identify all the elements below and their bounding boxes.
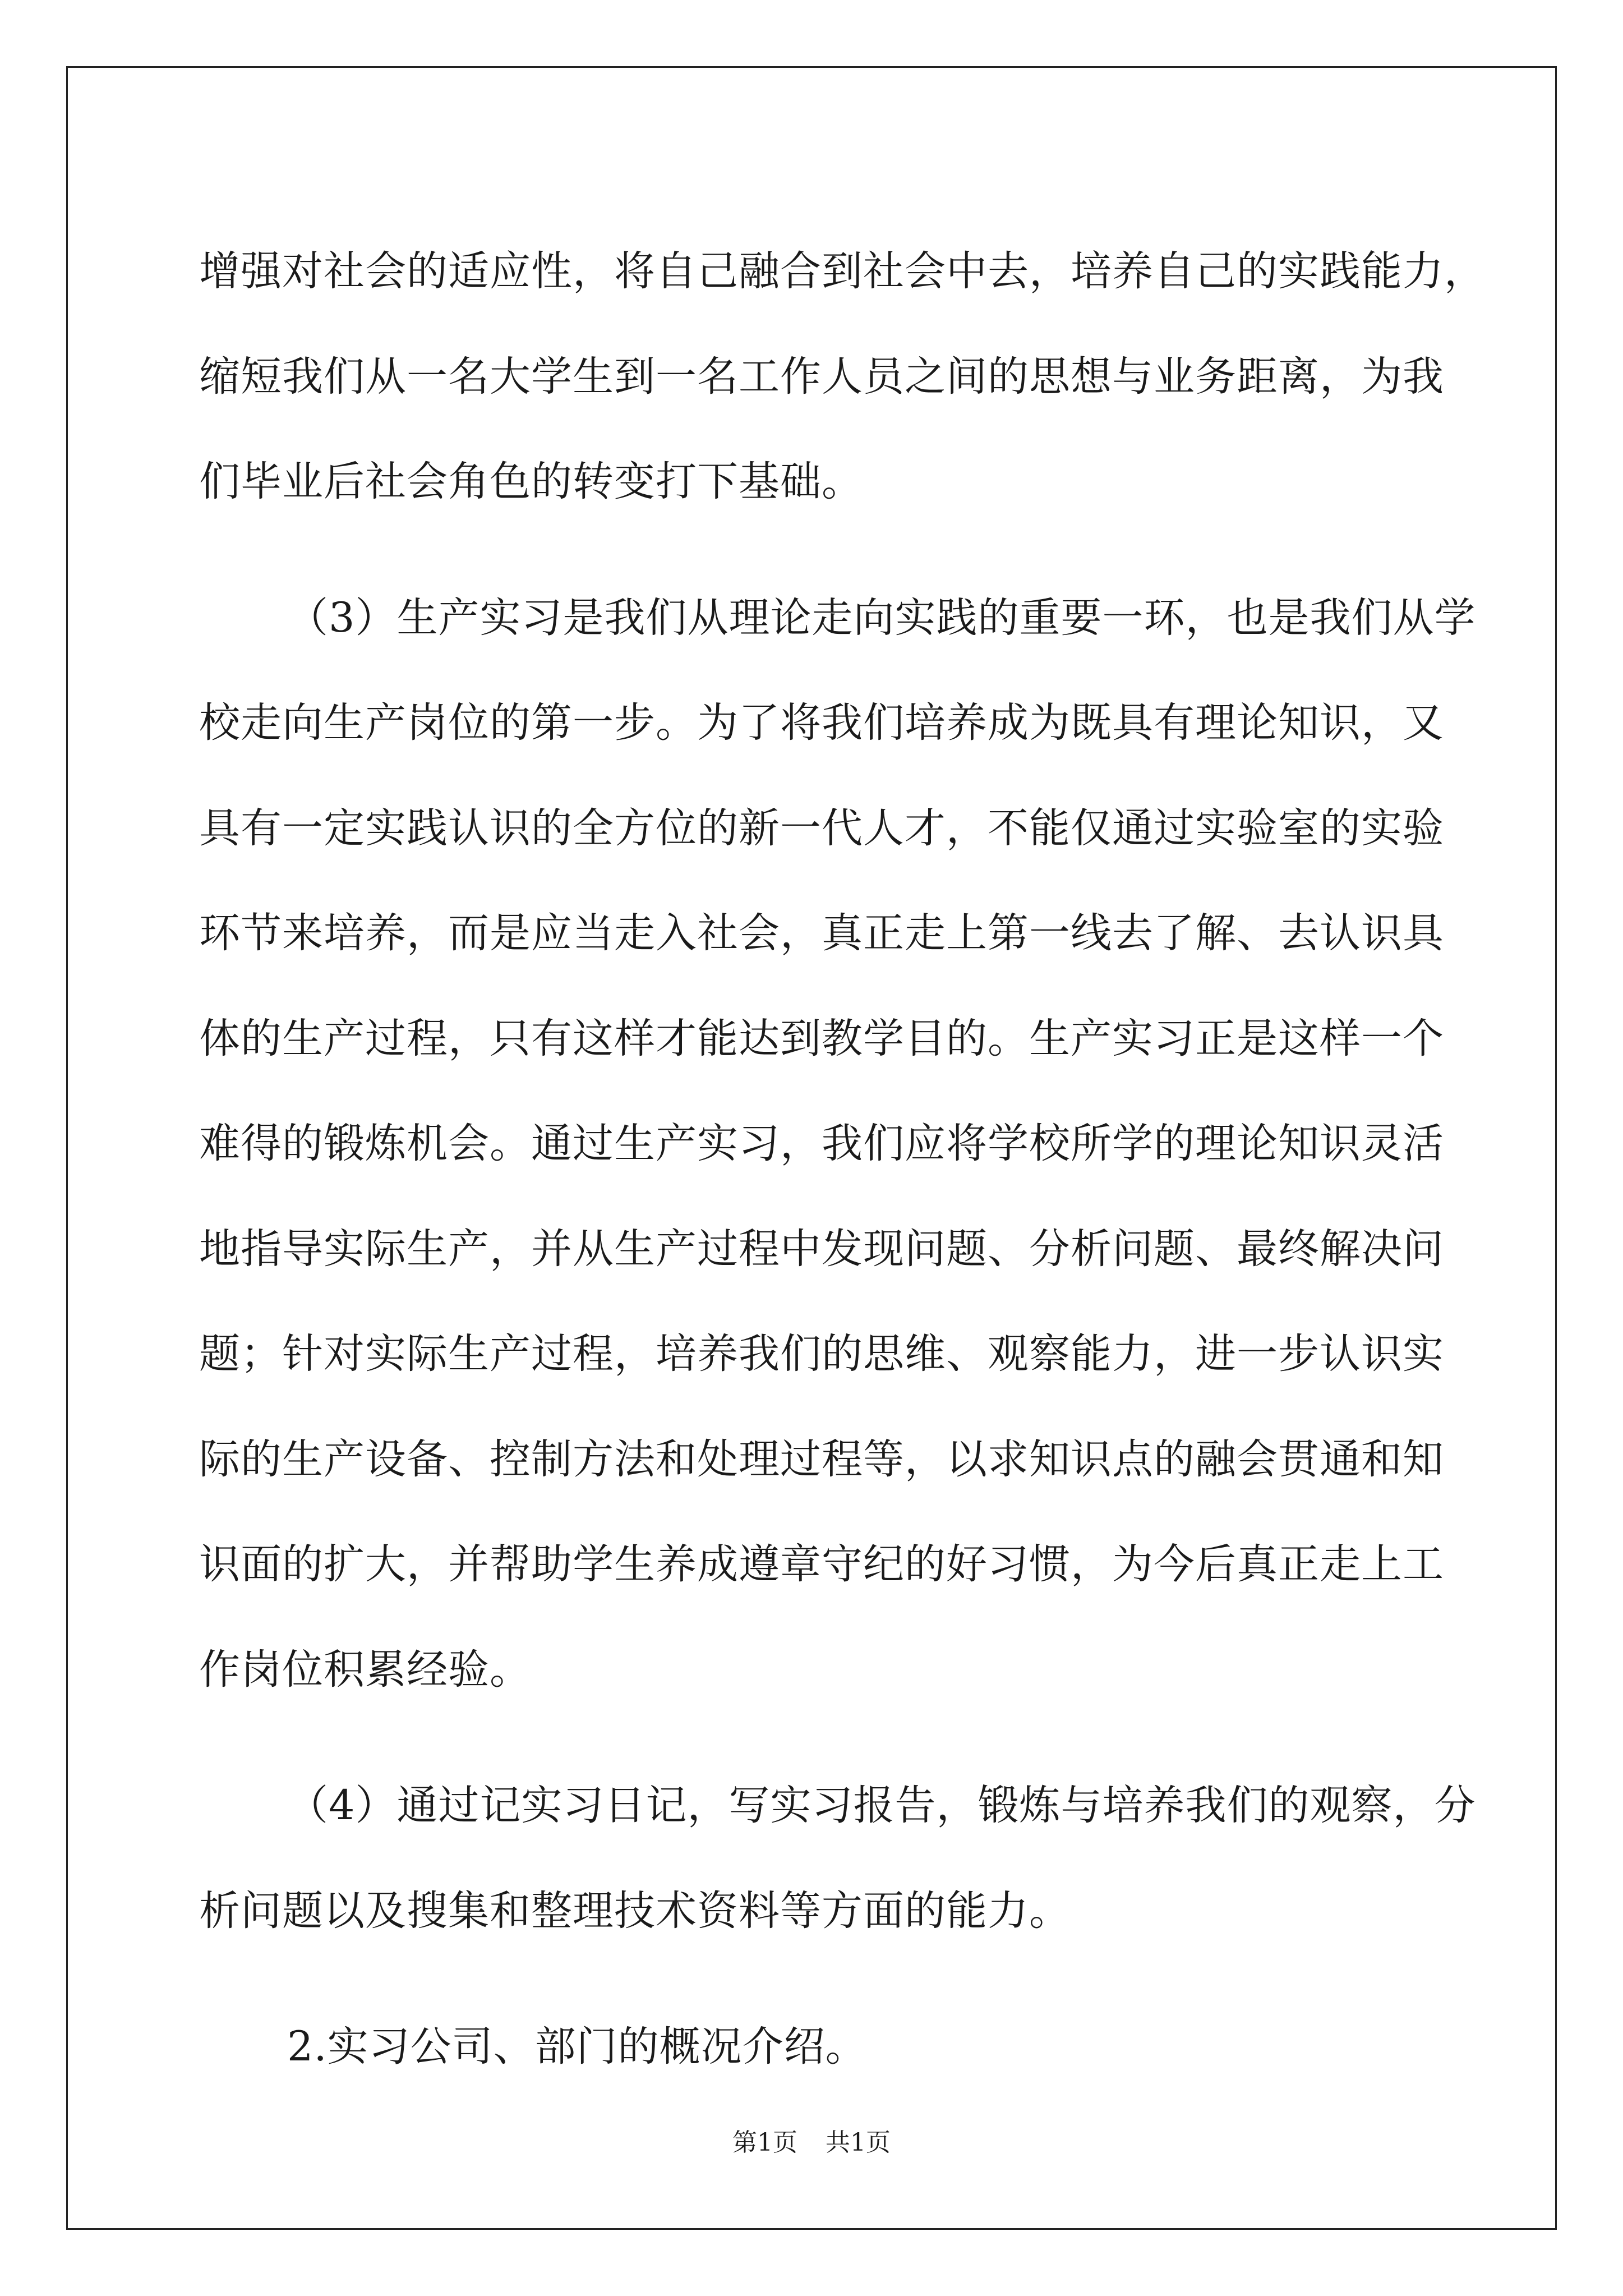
section-heading: 2.实习公司、部门的概况介绍。: [287, 2023, 867, 2070]
text-line: 校走向生产岗位的第一步。为了将我们培养成为既具有理论知识，又: [199, 699, 1444, 747]
paragraph-2: [199, 565, 1476, 1723]
text-line: 环节来培养，而是应当走入社会，真正走上第一线去了解、去认识具: [199, 909, 1444, 957]
text-line: 地指导实际生产，并从生产过程中发现问题、分析问题、最终解决问: [199, 1225, 1444, 1273]
paragraph-3: [199, 1753, 1476, 1963]
paragraph-4: [199, 1994, 1427, 2100]
paragraph-1: [199, 219, 1486, 535]
text-line: 题；针对实际生产过程，培养我们的思维、观察能力，进一步认识实: [199, 1330, 1444, 1378]
text-line: 增强对社会的适应性，将自己融合到社会中去，培养自己的实践能力，: [199, 247, 1486, 295]
page-footer: [0, 2126, 1623, 2160]
text-line: 作岗位积累经验。: [199, 1645, 531, 1694]
document-body: [199, 219, 1486, 2100]
text-line: （3）生产实习是我们从理论走向实践的重要一环，也是我们从学: [287, 593, 1476, 642]
text-line: 析问题以及搜集和整理技术资料等方面的能力。: [199, 1887, 1071, 1935]
text-line: （4）通过记实习日记，写实习报告，锻炼与培养我们的观察，分: [287, 1782, 1476, 1829]
text-line: 具有一定实践认识的全方位的新一代人才，不能仅通过实验室的实验: [199, 804, 1444, 852]
text-line: 们毕业后社会角色的转变打下基础。: [199, 458, 863, 505]
text-line: 际的生产设备、控制方法和处理过程等，以求知识点的融会贯通和知: [199, 1435, 1444, 1483]
page-number: 第1页: [732, 2128, 797, 2157]
text-line: 缩短我们从一名大学生到一名工作人员之间的思想与业务距离，为我: [199, 352, 1444, 401]
page-total: 共1页: [826, 2128, 891, 2157]
text-line: 识面的扩大，并帮助学生养成遵章守纪的好习惯，为今后真正走上工: [199, 1540, 1444, 1588]
text-line: 体的生产过程，只有这样才能达到教学目的。生产实习正是这样一个: [199, 1014, 1444, 1062]
text-line: 难得的锻炼机会。通过生产实习，我们应将学校所学的理论知识灵活: [199, 1120, 1444, 1167]
